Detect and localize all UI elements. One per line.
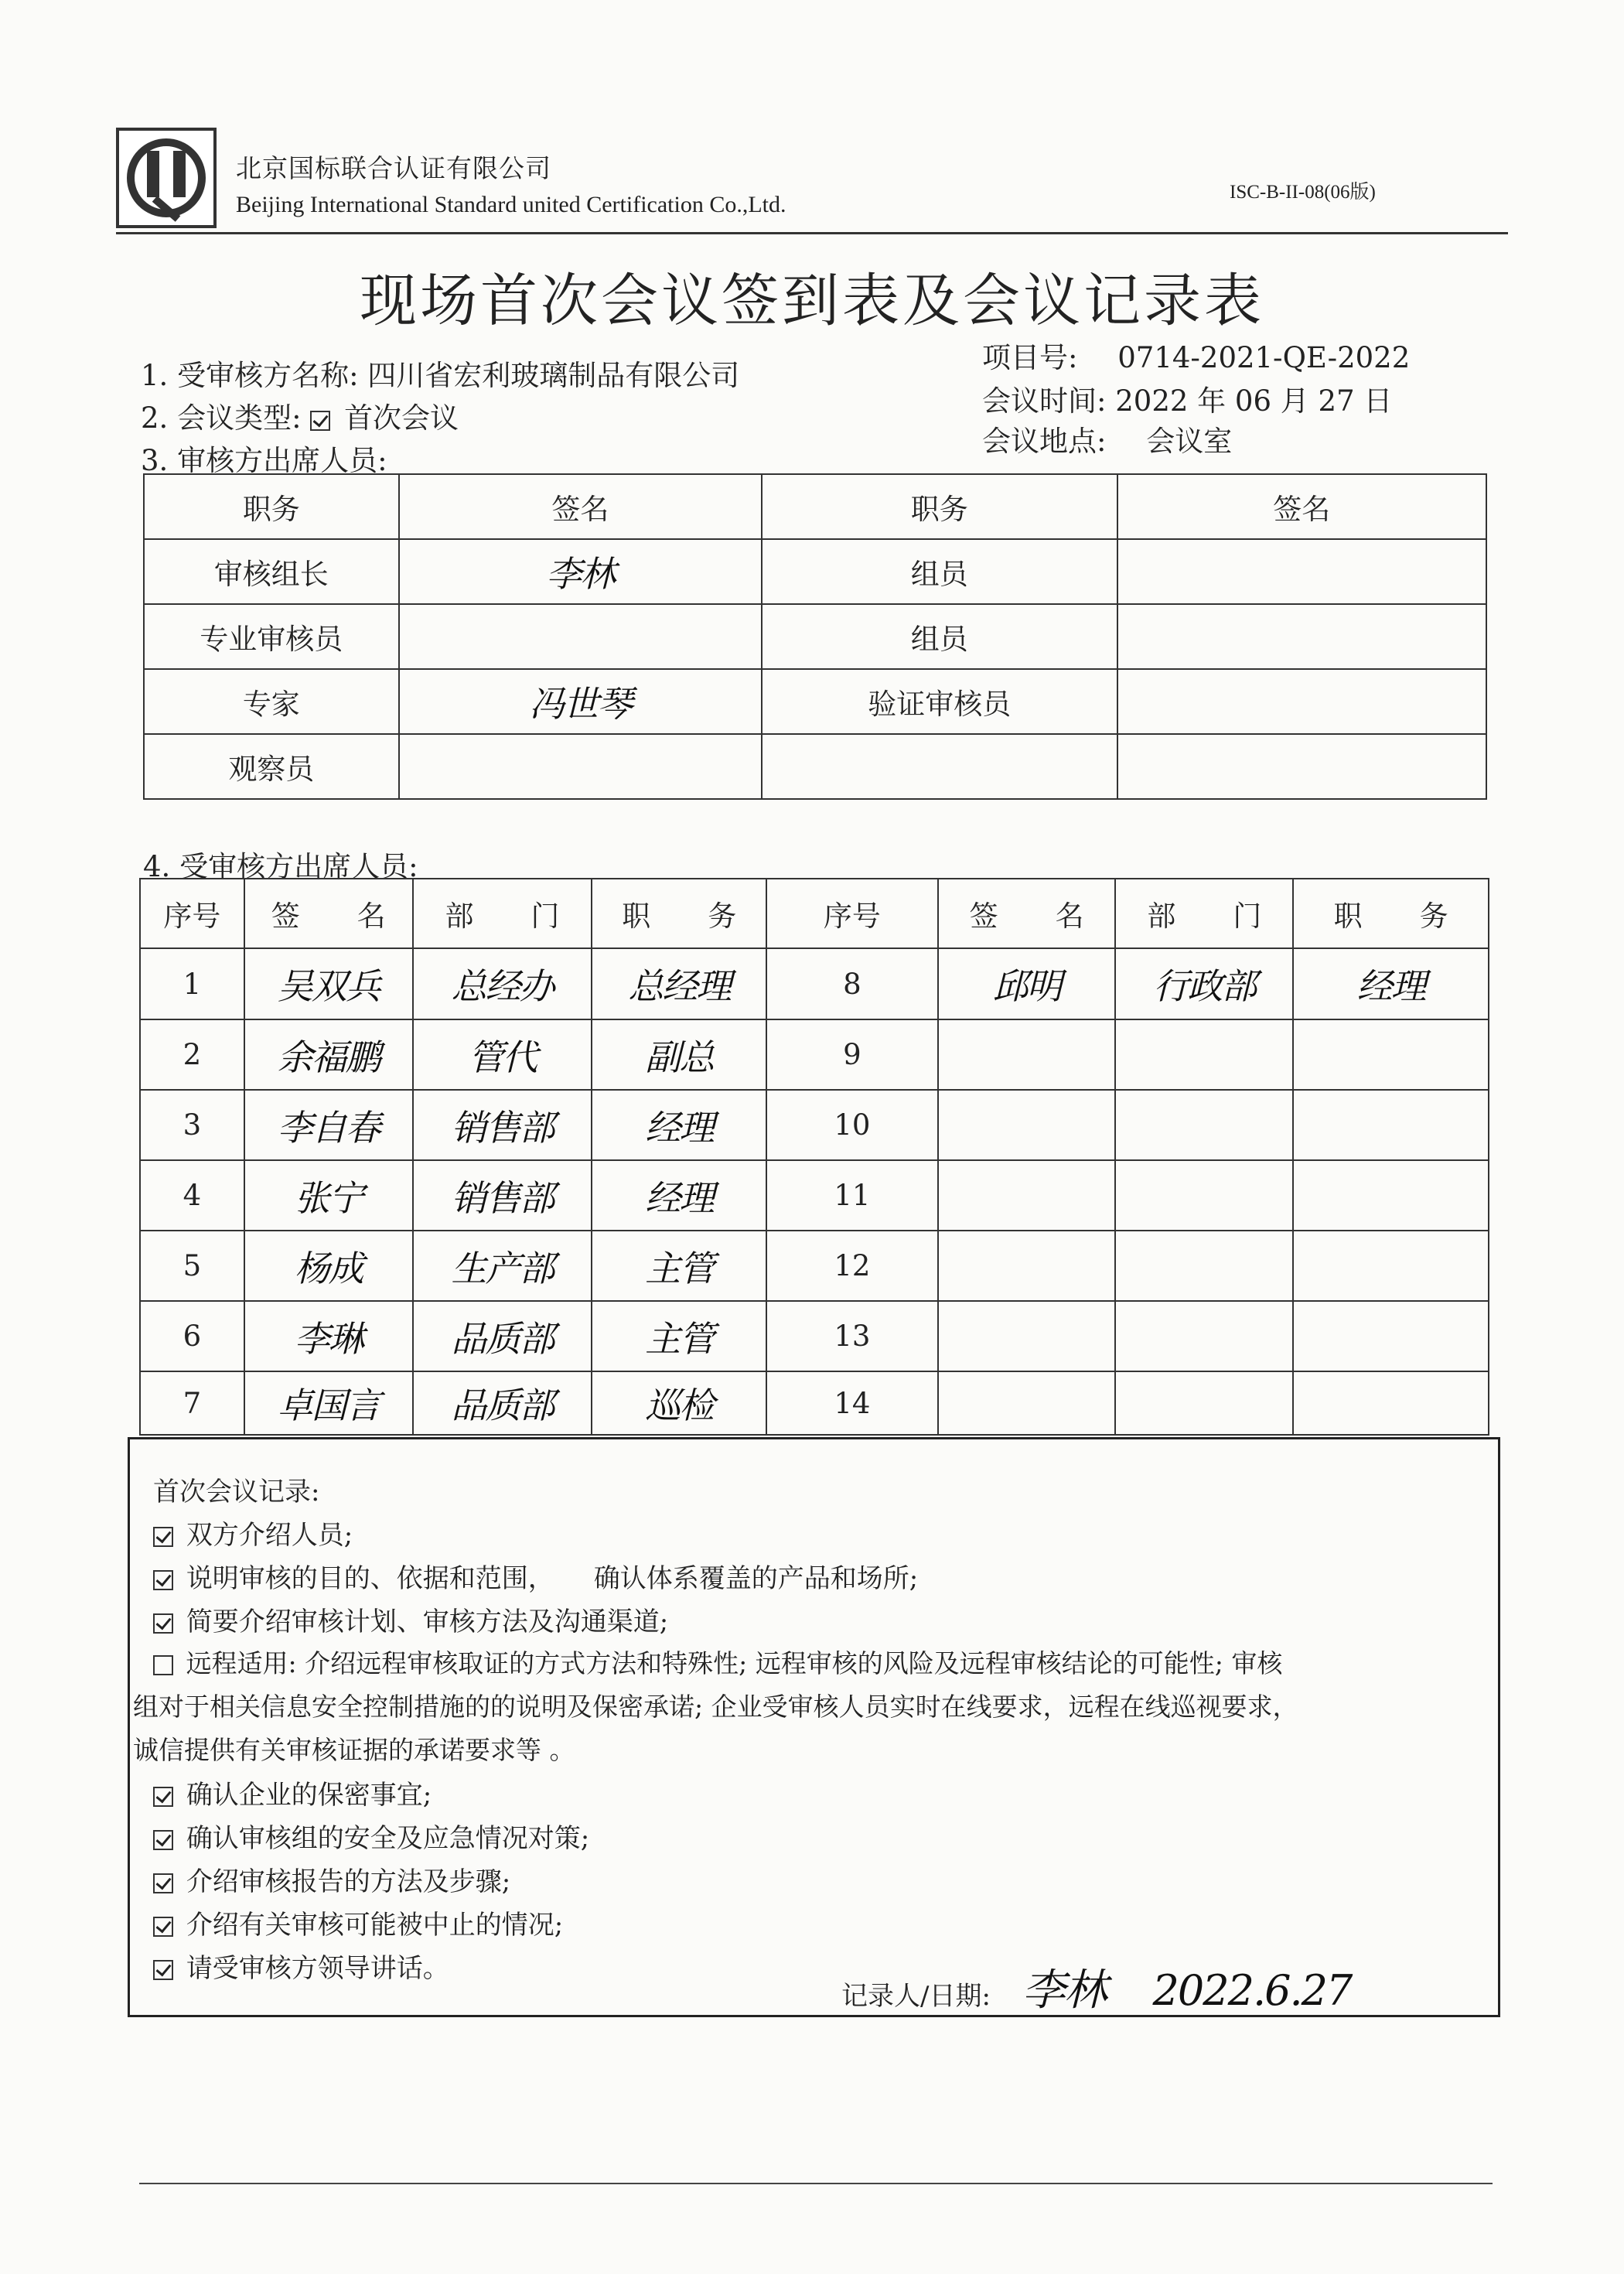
position-cell: 经理 — [592, 1090, 766, 1160]
signature-cell — [1117, 539, 1486, 604]
meeting-place-label: 会议地点: — [982, 425, 1107, 458]
form-number: ISC-B-II-08(06版) — [1230, 182, 1376, 203]
record-checkbox[interactable] — [153, 1873, 173, 1893]
signature-cell — [938, 1371, 1116, 1435]
role-cell: 验证审核员 — [762, 669, 1117, 734]
record-checkbox[interactable] — [153, 1830, 173, 1850]
record-item — [153, 1600, 668, 1638]
record-checkbox[interactable] — [153, 1570, 173, 1590]
header-cell: 部 门 — [413, 879, 592, 948]
table-row — [140, 1090, 1489, 1160]
role-cell: 专业审核员 — [144, 604, 399, 669]
signature-cell — [938, 1019, 1116, 1090]
meeting-record-box — [128, 1437, 1500, 2017]
role-cell: 组员 — [762, 539, 1117, 604]
department-cell: 行政部 — [1115, 948, 1293, 1019]
position-cell — [1293, 1301, 1489, 1371]
header-cell: 签名 — [399, 474, 762, 539]
signature-cell — [1117, 734, 1486, 799]
auditee-attendees-label: 4. 受审核方出席人员: — [143, 850, 418, 883]
record-item — [153, 1644, 1282, 1680]
signature-cell — [938, 1301, 1116, 1371]
signature-cell: 张宁 — [244, 1160, 413, 1231]
record-item-text: 请受审核方领导讲话。 — [186, 1953, 449, 1984]
record-item — [153, 1904, 563, 1941]
record-item — [153, 1514, 353, 1552]
position-cell — [1293, 1090, 1489, 1160]
position-cell: 巡检 — [592, 1371, 766, 1435]
record-checkbox[interactable] — [153, 1655, 173, 1675]
position-cell: 副总 — [592, 1019, 766, 1090]
auditee-table — [139, 878, 1489, 1436]
meeting-type-checkbox[interactable] — [310, 411, 330, 431]
role-cell: 观察员 — [144, 734, 399, 799]
department-cell: 品质部 — [413, 1301, 592, 1371]
auditee-label: 1. 受审核方名称: — [141, 359, 359, 392]
department-cell — [1115, 1160, 1293, 1231]
signature-cell: 冯世琴 — [399, 669, 762, 734]
header-cell: 职 务 — [1293, 879, 1489, 948]
company-name-en: Beijing International Standard united Certification Co.,Ltd. — [236, 192, 786, 217]
table-row — [140, 1371, 1489, 1435]
table-row — [140, 948, 1489, 1019]
number-cell: 9 — [766, 1019, 938, 1090]
header-cell: 签 名 — [244, 879, 413, 948]
signature-cell — [938, 1231, 1116, 1301]
auditee-value: 四川省宏利玻璃制品有限公司 — [367, 359, 740, 392]
number-cell: 5 — [140, 1231, 244, 1301]
header-cell: 部 门 — [1115, 879, 1293, 948]
project-row — [982, 334, 1410, 376]
record-checkbox[interactable] — [153, 1527, 173, 1547]
role-cell — [762, 734, 1117, 799]
position-cell — [1293, 1371, 1489, 1435]
signature-cell — [938, 1160, 1116, 1231]
record-item-text: 介绍有关审核可能被中止的情况; — [186, 1910, 564, 1941]
number-cell: 12 — [766, 1231, 938, 1301]
number-cell: 2 — [140, 1019, 244, 1090]
recorder-row — [841, 1956, 1351, 2018]
table-row — [144, 669, 1486, 734]
meeting-time-row — [982, 377, 1392, 419]
header-cell: 序号 — [140, 879, 244, 948]
signature-cell — [938, 1090, 1116, 1160]
position-cell — [1293, 1231, 1489, 1301]
record-checkbox[interactable] — [153, 1917, 173, 1937]
department-cell: 总经办 — [413, 948, 592, 1019]
signature-cell: 吴双兵 — [244, 948, 413, 1019]
position-cell — [1293, 1019, 1489, 1090]
meeting-place-row — [982, 418, 1232, 459]
auditors-label: 3. 审核方出席人员: — [141, 444, 387, 477]
signature-cell: 杨成 — [244, 1231, 413, 1301]
auditee-table-header — [140, 879, 1489, 948]
recorder-signature: 李林 — [1022, 1965, 1106, 2016]
record-item-text: 简要介绍审核计划、审核方法及沟通渠道; — [186, 1606, 669, 1637]
position-cell: 经理 — [1293, 948, 1489, 1019]
department-cell — [1115, 1019, 1293, 1090]
meeting-type-value: 首次会议 — [344, 401, 459, 435]
position-cell: 主管 — [592, 1231, 766, 1301]
header-divider — [116, 232, 1508, 234]
record-item-text: 介绍审核报告的方法及步骤; — [186, 1866, 511, 1897]
table-row — [144, 604, 1486, 669]
record-item-text: 双方介绍人员; — [186, 1520, 353, 1551]
signature-cell — [399, 734, 762, 799]
department-cell: 管代 — [413, 1019, 592, 1090]
meeting-time-value: 2022 年 06 月 27 日 — [1115, 384, 1393, 418]
meeting-place-value: 会议室 — [1146, 425, 1233, 458]
auditee-name-row — [141, 352, 739, 394]
record-item — [153, 1774, 432, 1811]
signature-cell — [1117, 604, 1486, 669]
number-cell: 7 — [140, 1371, 244, 1435]
remote-continued-1: 组对于相关信息安全控制措施的的说明及保密承诺; 企业受审核人员实时在线要求，远程在线巡视要求， — [133, 1692, 1298, 1722]
remote-continued-2: 诚信提供有关审核证据的承诺要求等 。 — [133, 1735, 575, 1765]
signature-cell: 邱明 — [938, 948, 1116, 1019]
record-item — [153, 1557, 918, 1595]
record-item — [153, 1817, 589, 1855]
header-cell: 序号 — [766, 879, 938, 948]
table-row — [144, 734, 1486, 799]
number-cell: 10 — [766, 1090, 938, 1160]
position-cell — [1293, 1160, 1489, 1231]
role-cell: 组员 — [762, 604, 1117, 669]
department-cell — [1115, 1301, 1293, 1371]
number-cell: 4 — [140, 1160, 244, 1231]
department-cell: 销售部 — [413, 1090, 592, 1160]
table-row — [144, 539, 1486, 604]
record-checkbox[interactable] — [153, 1960, 173, 1980]
table-row — [140, 1301, 1489, 1371]
role-cell: 审核组长 — [144, 539, 399, 604]
recorder-label: 记录人/日期: — [841, 1981, 991, 2012]
record-title: 首次会议记录: — [153, 1477, 320, 1507]
number-cell: 8 — [766, 948, 938, 1019]
number-cell: 1 — [140, 948, 244, 1019]
record-checkbox[interactable] — [153, 1787, 173, 1807]
department-cell — [1115, 1371, 1293, 1435]
signature-cell: 李林 — [399, 539, 762, 604]
record-item — [153, 1947, 449, 1985]
header-cell: 签 名 — [938, 879, 1116, 948]
number-cell: 6 — [140, 1301, 244, 1371]
record-checkbox[interactable] — [153, 1613, 173, 1634]
department-cell — [1115, 1231, 1293, 1301]
header-cell: 职务 — [144, 474, 399, 539]
role-cell: 专家 — [144, 669, 399, 734]
header-cell: 职 务 — [592, 879, 766, 948]
signature-cell — [399, 604, 762, 669]
position-cell: 总经理 — [592, 948, 766, 1019]
number-cell: 14 — [766, 1371, 938, 1435]
signature-cell — [1117, 669, 1486, 734]
header-cell: 签名 — [1117, 474, 1486, 539]
department-cell: 品质部 — [413, 1371, 592, 1435]
auditor-table — [143, 473, 1487, 800]
record-item — [153, 1860, 510, 1898]
meeting-type-row — [141, 394, 459, 436]
department-cell: 销售部 — [413, 1160, 592, 1231]
department-cell — [1115, 1090, 1293, 1160]
record-item-text: 远程适用: 介绍远程审核取证的方式方法和特殊性; 远程审核的风险及远程审核结论的可能性; 审核 — [186, 1648, 1283, 1678]
table-row — [140, 1019, 1489, 1090]
record-item-text: 说明审核的目的、依据和范围， 确认体系覆盖的产品和场所; — [186, 1563, 919, 1594]
position-cell: 经理 — [592, 1160, 766, 1231]
signature-cell: 卓国言 — [244, 1371, 413, 1435]
signature-cell: 李自春 — [244, 1090, 413, 1160]
table-row — [140, 1231, 1489, 1301]
company-name-cn: 北京国标联合认证有限公司 — [236, 153, 551, 183]
meeting-type-label: 2. 会议类型: — [141, 401, 302, 435]
project-value: 0714-2021-QE-2022 — [1117, 341, 1411, 374]
meeting-time-label: 会议时间: — [982, 384, 1107, 418]
number-cell: 11 — [766, 1160, 938, 1231]
signature-cell: 李琳 — [244, 1301, 413, 1371]
recorder-date: 2022.6.27 — [1152, 1966, 1352, 2015]
signature-cell: 余福鹏 — [244, 1019, 413, 1090]
number-cell: 3 — [140, 1090, 244, 1160]
header-cell: 职务 — [762, 474, 1117, 539]
auditor-table-header — [144, 474, 1486, 539]
page-title: 现场首次会议签到表及会议记录表 — [360, 268, 1264, 334]
record-item-text: 确认企业的保密事宜; — [186, 1780, 432, 1811]
position-cell: 主管 — [592, 1301, 766, 1371]
table-row — [140, 1160, 1489, 1231]
number-cell: 13 — [766, 1301, 938, 1371]
company-logo — [116, 128, 217, 228]
record-item-text: 确认审核组的安全及应急情况对策; — [186, 1823, 590, 1854]
footer-divider — [139, 2183, 1493, 2184]
project-label: 项目号: — [982, 341, 1078, 374]
department-cell: 生产部 — [413, 1231, 592, 1301]
